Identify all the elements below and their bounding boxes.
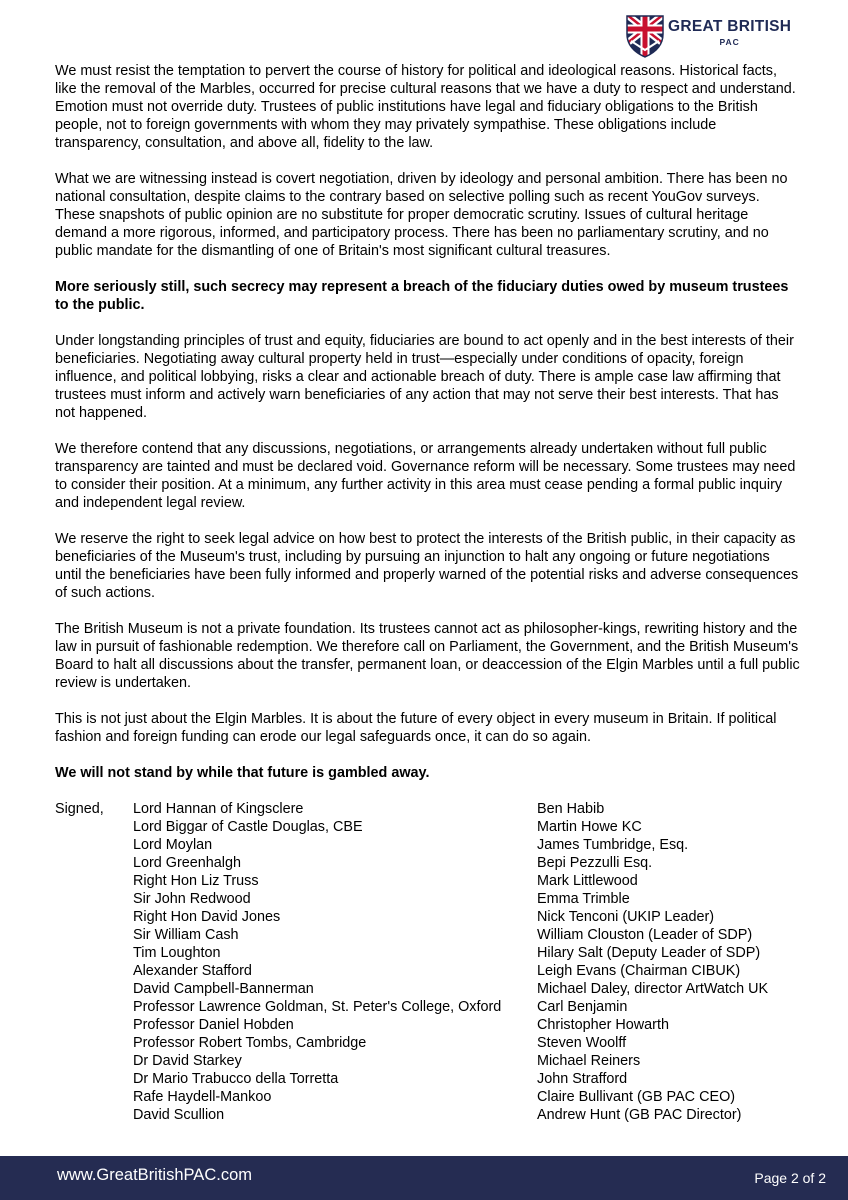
signatory-name: Lord Hannan of Kingsclere xyxy=(133,801,304,817)
letter-body xyxy=(55,62,800,1124)
bold-paragraph: More seriously still, such secrecy may represent a breach of the fiduciary duties owed by museum trustees to the public. xyxy=(55,279,789,313)
signatory-name: Right Hon Liz Truss xyxy=(133,873,259,889)
signatory-name: William Clouston (Leader of SDP) xyxy=(537,927,753,943)
signatory-name: Andrew Hunt (GB PAC Director) xyxy=(537,1107,742,1123)
signatory-name: Leigh Evans (Chairman CIBUK) xyxy=(537,963,741,979)
signatory-name: Sir John Redwood xyxy=(133,891,251,907)
signatory-name: Michael Daley, director ArtWatch UK xyxy=(537,981,769,997)
signatory-name: Michael Reiners xyxy=(537,1053,641,1069)
signatory-name: Dr David Starkey xyxy=(133,1053,242,1069)
signatory-name: Alexander Stafford xyxy=(133,963,252,979)
paragraph: We reserve the right to seek legal advice on how best to protect the interests of the British public, in their capacity as beneficiaries of the Museum's trust, including by pursuing an injunction to halt any ongoing or future negotiations until the beneficiaries have been fully informed and properly warned of the potential risks and adverse consequences of such actions. xyxy=(55,531,799,601)
logo-title: GREAT BRITISH xyxy=(668,18,792,35)
paragraph: Under longstanding principles of trust and equity, fiduciaries are bound to act openly and in the best interests of their beneficiaries. Negotiating away cultural property held in trust—especially under conditions of opacity, foreign influence, and political lobbying, risks a clear and actionable breach of duty. There is ample case law affirming that trustees must inform and actively warn beneficiaries of any action that may not serve their best interests. That has not happened. xyxy=(55,333,794,421)
paragraph: This is not just about the Elgin Marbles. It is about the future of every object in every museum in Britain. If political fashion and foreign funding can erode our legal safeguards once, it can do so again. xyxy=(55,711,777,745)
signatory-name: Professor Robert Tombs, Cambridge xyxy=(133,1035,367,1051)
signatory-name: Tim Loughton xyxy=(133,945,221,961)
signatory-name: John Strafford xyxy=(537,1071,628,1087)
signatory-name: Claire Bullivant (GB PAC CEO) xyxy=(537,1089,736,1105)
signatory-name: Professor Lawrence Goldman, St. Peter's College, Oxford xyxy=(133,999,502,1015)
paragraph: We must resist the temptation to pervert the course of history for political and ideological reasons. Historical facts, like the removal of the Marbles, occurred for precise cultural reasons that we have a duty to respect and understand. Emotion must not override duty. Trustees of public institutions have legal and fiduciary obligations to the British people, not to foreign governments with whom they may privately sympathise. These obligations include transparency, consultation, and above all, fidelity to the law. xyxy=(55,63,796,151)
signatory-name: Steven Woolff xyxy=(537,1035,627,1051)
page-footer xyxy=(0,1156,848,1200)
signatory-name: Lord Greenhalgh xyxy=(133,855,242,871)
signatory-name: Christopher Howarth xyxy=(537,1017,669,1033)
signatories-column-2 xyxy=(537,800,800,1124)
signed-label: Signed, xyxy=(55,801,104,817)
signatory-name: Mark Littlewood xyxy=(537,873,638,889)
signatory-name: Dr Mario Trabucco della Torretta xyxy=(133,1071,339,1087)
signatory-name: Lord Moylan xyxy=(133,837,213,853)
signatory-name: Bepi Pezzulli Esq. xyxy=(537,855,653,871)
website-link[interactable]: www.GreatBritishPAC.com xyxy=(57,1166,252,1184)
signatory-name: Sir William Cash xyxy=(133,927,239,943)
great-british-pac-logo xyxy=(626,14,791,58)
signatory-name: Rafe Haydell-Mankoo xyxy=(133,1089,272,1105)
signatory-name: Right Hon David Jones xyxy=(133,909,281,925)
signatory-name: James Tumbridge, Esq. xyxy=(537,837,689,853)
signatory-name: Lord Biggar of Castle Douglas, CBE xyxy=(133,819,363,835)
page-number: Page 2 of 2 xyxy=(754,1170,826,1186)
paragraph: What we are witnessing instead is covert negotiation, driven by ideology and personal ambition. There has been no national consultation, despite claims to the contrary based on selective polling such as recent YouGov surveys. These snapshots of public opinion are no substitute for proper democratic scrutiny. Issues of cultural heritage demand a more rigorous, informed, and participatory process. There has been no parliamentary scrutiny, and no public mandate for the dismantling of one of Britain's most significant cultural treasures. xyxy=(55,171,788,259)
signatory-name: Nick Tenconi (UKIP Leader) xyxy=(537,909,715,925)
signatory-name: Emma Trimble xyxy=(537,891,630,907)
signatory-name: Martin Howe KC xyxy=(537,819,642,835)
signatories-block xyxy=(55,800,800,1124)
signatory-name: Carl Benjamin xyxy=(537,999,628,1015)
signatory-name: David Campbell-Bannerman xyxy=(133,981,314,997)
paragraph: The British Museum is not a private foundation. Its trustees cannot act as philosopher-kings, rewriting history and the law in pursuit of fashionable redemption. We therefore call on Parliament, the Government, and the British Museum's Board to halt all discussions about the transfer, permanent loan, or deaccession of the Elgin Marbles until a full public review is undertaken. xyxy=(55,621,800,691)
closing-statement: We will not stand by while that future is gambled away. xyxy=(55,765,430,781)
union-jack-shield-icon xyxy=(626,14,664,58)
signatory-name: Ben Habib xyxy=(537,801,605,817)
signatory-name: Hilary Salt (Deputy Leader of SDP) xyxy=(537,945,761,961)
logo-subtitle: PAC xyxy=(719,37,740,47)
signatories-column-1 xyxy=(133,800,537,1124)
signatory-name: David Scullion xyxy=(133,1107,225,1123)
paragraph: We therefore contend that any discussions, negotiations, or arrangements already undertaken without full public transparency are tainted and must be declared void. Governance reform will be necessary. Some trustees may need to consider their position. At a minimum, any further activity in this area must cease pending a formal public inquiry and independent legal review. xyxy=(55,441,796,511)
signatory-name: Professor Daniel Hobden xyxy=(133,1017,294,1033)
